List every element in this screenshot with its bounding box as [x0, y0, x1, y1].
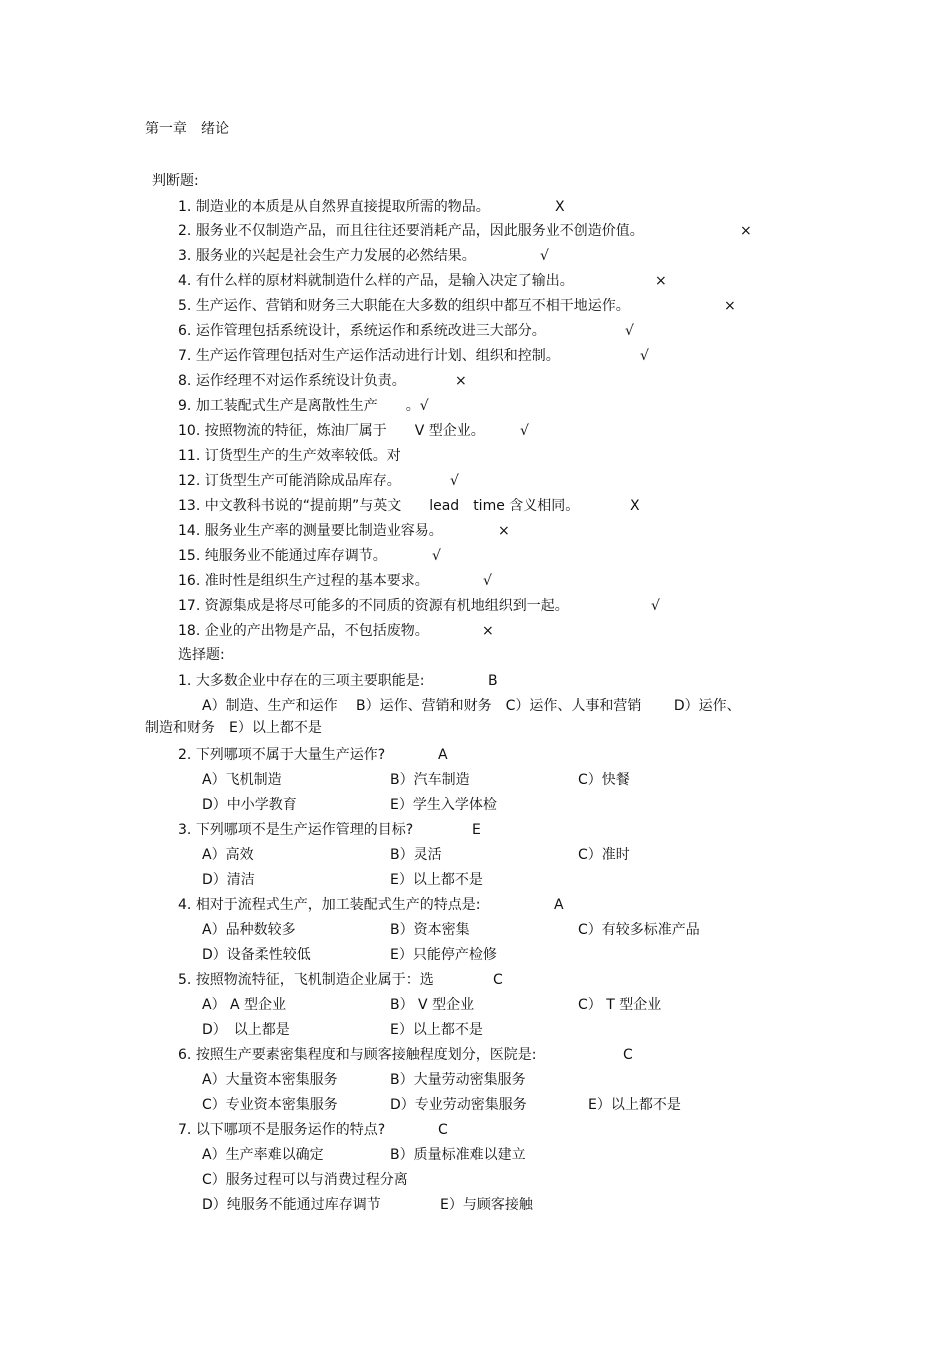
judgment-item: 5. 生产运作、营销和财务三大职能在大多数的组织中都互不相干地运作。 — [178, 298, 630, 314]
judgment-mark: √ — [450, 473, 459, 489]
option: C）快餐 — [578, 772, 630, 788]
judgment-mark: √ — [540, 248, 549, 264]
option: A）飞机制造 — [202, 772, 282, 788]
judgment-mark: × — [740, 223, 752, 239]
question: 4. 相对于流程式生产，加工装配式生产的特点是: — [178, 897, 481, 913]
option: E）以上都不是 — [390, 872, 483, 888]
option: C）有较多标准产品 — [578, 922, 700, 938]
question: 3. 下列哪项不是生产运作管理的目标? — [178, 822, 414, 838]
option: D）纯服务不能通过库存调节 — [202, 1197, 381, 1213]
judgment-heading: 判断题: — [152, 173, 199, 189]
judgment-item: 13. 中文教科书说的“提前期”与英文 lead time 含义相同。 — [178, 498, 580, 514]
option: D） 以上都是 — [202, 1022, 290, 1038]
judgment-item: 8. 运作经理不对运作系统设计负责。 — [178, 373, 406, 389]
option: E）以上都不是 — [390, 1022, 483, 1038]
option: A）高效 — [202, 847, 254, 863]
option: D）中小学教育 — [202, 797, 297, 813]
judgment-mark: × — [655, 273, 667, 289]
judgment-item: 3. 服务业的兴起是社会生产力发展的必然结果。 — [178, 248, 476, 264]
judgment-item: 4. 有什么样的原材料就制造什么样的产品，是输入决定了输出。 — [178, 273, 574, 289]
judgment-item: 10. 按照物流的特征，炼油厂属于 V 型企业。 — [178, 423, 485, 439]
option: D）专业劳动密集服务 — [390, 1097, 527, 1113]
option: B）灵活 — [390, 847, 442, 863]
judgment-item: 7. 生产运作管理包括对生产运作活动进行计划、组织和控制。 — [178, 348, 560, 364]
option: E）只能停产检修 — [390, 947, 497, 963]
judgment-item: 1. 制造业的本质是从自然界直接提取所需的物品。 — [178, 199, 490, 215]
judgment-item: 18. 企业的产出物是产品，不包括废物。 — [178, 623, 429, 639]
question-answer: C — [623, 1047, 633, 1063]
judgment-mark: × — [498, 523, 510, 539]
question-answer: C — [493, 972, 503, 988]
judgment-mark: X — [555, 199, 565, 215]
question-options: A）制造、生产和运作 B）运作、营销和财务 C）运作、人事和营销 D）运作、 — [202, 698, 741, 714]
judgment-item: 12. 订货型生产可能消除成品库存。 — [178, 473, 401, 489]
judgment-mark: × — [482, 623, 494, 639]
question-options: 制造和财务 E）以上都不是 — [145, 720, 322, 736]
option: A） A 型企业 — [202, 997, 287, 1013]
question: 1. 大多数企业中存在的三项主要职能是: — [178, 673, 425, 689]
option: E）以上都不是 — [588, 1097, 681, 1113]
choice-heading: 选择题: — [178, 647, 225, 663]
judgment-mark: √ — [432, 548, 441, 564]
option: D）设备柔性较低 — [202, 947, 311, 963]
judgment-item: 16. 准时性是组织生产过程的基本要求。 — [178, 573, 429, 589]
judgment-mark: × — [724, 298, 736, 314]
option: A）生产率难以确定 — [202, 1147, 324, 1163]
judgment-mark: √ — [483, 573, 492, 589]
question-answer: A — [438, 747, 448, 763]
judgment-mark: × — [455, 373, 467, 389]
question: 6. 按照生产要素密集程度和与顾客接触程度划分，医院是: — [178, 1047, 537, 1063]
judgment-item: 15. 纯服务业不能通过库存调节。 — [178, 548, 387, 564]
judgment-mark: X — [630, 498, 640, 514]
judgment-item: 14. 服务业生产率的测量要比制造业容易。 — [178, 523, 443, 539]
option: B） V 型企业 — [390, 997, 475, 1013]
option: C）服务过程可以与消费过程分离 — [202, 1172, 408, 1188]
option: E）学生入学体检 — [390, 797, 497, 813]
option: C） T 型企业 — [578, 997, 662, 1013]
option: C）准时 — [578, 847, 630, 863]
judgment-mark: √ — [651, 598, 660, 614]
option: E）与顾客接触 — [440, 1197, 533, 1213]
judgment-mark: √ — [640, 348, 649, 364]
question-answer: E — [472, 822, 481, 838]
option: A）品种数较多 — [202, 922, 296, 938]
judgment-item: 9. 加工装配式生产是离散性生产 。√ — [178, 398, 429, 414]
question: 7. 以下哪项不是服务运作的特点? — [178, 1122, 386, 1138]
chapter-title: 第一章 绪论 — [145, 121, 229, 137]
option: B）质量标准难以建立 — [390, 1147, 526, 1163]
judgment-item: 2. 服务业不仅制造产品，而且往往还要消耗产品，因此服务业不创造价值。 — [178, 223, 644, 239]
judgment-item: 17. 资源集成是将尽可能多的不同质的资源有机地组织到一起。 — [178, 598, 569, 614]
judgment-item: 11. 订货型生产的生产效率较低。对 — [178, 448, 401, 464]
option: B）资本密集 — [390, 922, 470, 938]
option: D）清洁 — [202, 872, 255, 888]
question: 5. 按照物流特征，飞机制造企业属于：选 — [178, 972, 434, 988]
option: B）汽车制造 — [390, 772, 470, 788]
option: A）大量资本密集服务 — [202, 1072, 338, 1088]
judgment-mark: √ — [520, 423, 529, 439]
question: 2. 下列哪项不属于大量生产运作? — [178, 747, 386, 763]
judgment-mark: √ — [625, 323, 634, 339]
judgment-item: 6. 运作管理包括系统设计，系统运作和系统改进三大部分。 — [178, 323, 546, 339]
question-answer: A — [554, 897, 564, 913]
option: C）专业资本密集服务 — [202, 1097, 338, 1113]
question-answer: C — [438, 1122, 448, 1138]
question-answer: B — [488, 673, 498, 689]
option: B）大量劳动密集服务 — [390, 1072, 526, 1088]
